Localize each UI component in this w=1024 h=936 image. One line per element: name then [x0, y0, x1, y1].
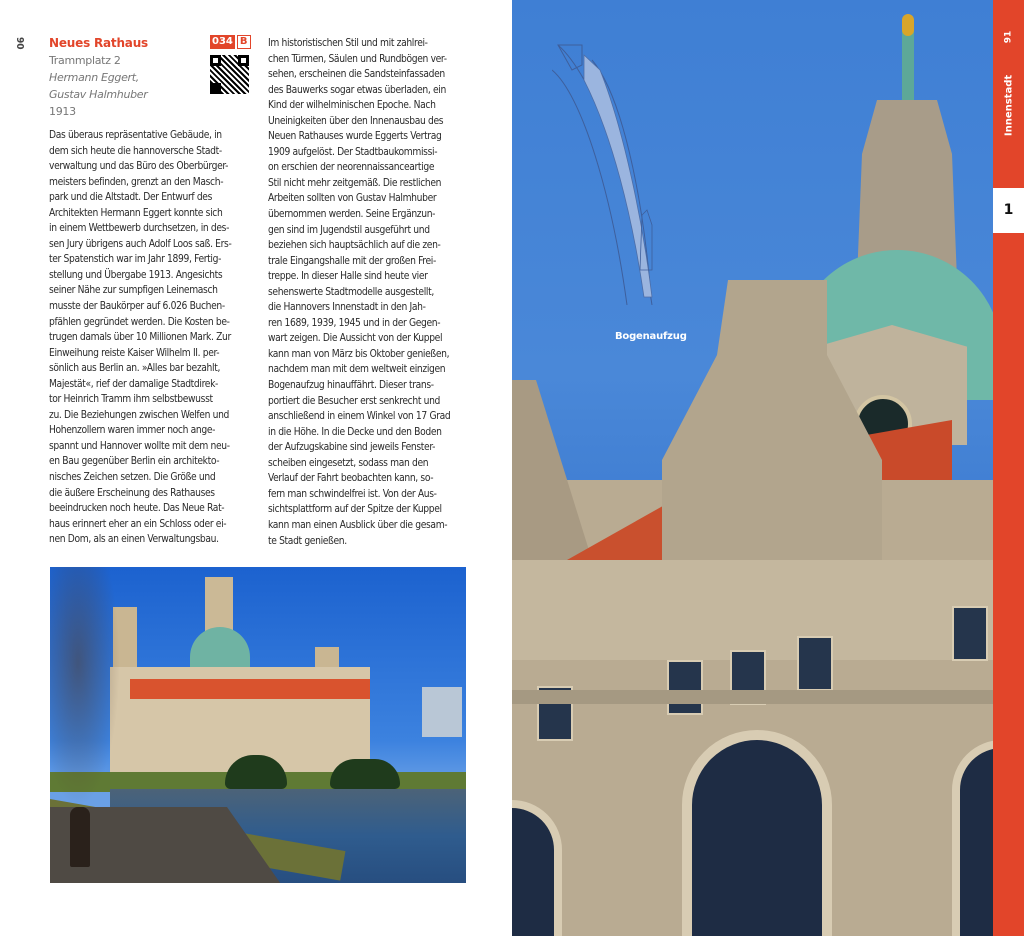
text-line: Arbeiten sollten von Gustav Halmhuber — [268, 193, 437, 205]
rathaus-lake-photo — [50, 567, 466, 883]
bogenaufzug-diagram-icon — [552, 35, 662, 305]
text-line: park und die Altstadt. Der Entwurf des — [49, 192, 213, 204]
map-reference-badge — [210, 35, 251, 49]
text-line: treppe. In dieser Halle sind heute vier — [268, 271, 428, 283]
text-line: verwaltung und das Büro des Oberbürger- — [49, 161, 229, 173]
text-line: die Hannovers Innenstadt in den Jah- — [268, 302, 426, 314]
page-number-left: 90 — [14, 37, 25, 50]
text-line: sönlich aus Berlin an. »Alles bar bezahlt, — [49, 363, 220, 375]
text-line: seiner Nähe zur sumpfigen Leinemasch — [49, 285, 218, 297]
text-line: Neuen Rathauses wurde Eggerts Vertrag — [268, 131, 442, 143]
text-line: on erschien der neorennaissanceartige — [268, 162, 435, 174]
photo-facade-upper — [512, 560, 993, 660]
text-line: kann man von März bis Oktober genießen, — [268, 348, 450, 360]
photo-cornice — [512, 690, 993, 704]
text-line: in die Höhe. In die Decke und den Boden — [268, 426, 442, 438]
text-line: stellung und Übergabe 1913. Angesichts — [49, 269, 223, 281]
text-line: Das überaus repräsentative Gebäude, in — [49, 130, 222, 141]
text-line: Im historistischen Stil und mit zahlrei- — [268, 38, 428, 49]
text-line: spannt und Hannover wollte mit dem neu- — [49, 440, 230, 452]
chapter-number: 1 — [993, 188, 1024, 233]
entry-title: Neues Rathaus — [49, 36, 148, 50]
text-line: übernommen werden. Seine Ergänzun- — [268, 209, 436, 221]
text-line: Stil nicht mehr zeitgemäß. Die restlichen — [268, 177, 442, 189]
text-line: Uneinigkeiten über den Innenausbau des — [268, 115, 444, 127]
text-line: beeindrucken noch heute. Das Neue Rat- — [49, 503, 225, 515]
text-line: sehen, erscheinen die Sandsteinfassaden — [268, 69, 445, 81]
photo-roof — [130, 679, 370, 699]
photo-walking-man — [70, 807, 90, 867]
text-line: meisters befinden, grenzt an den Masch- — [49, 176, 224, 188]
right-page — [512, 0, 1024, 936]
text-line: des Bauwerks sogar etwas überladen, ein — [268, 84, 446, 96]
text-line: Bogenaufzug hinauffährt. Dieser trans- — [268, 380, 434, 392]
text-line: Verlauf der Fahrt beobachten kann, so- — [268, 473, 434, 485]
text-line: Majestät«, rief der damalige Stadtdirek- — [49, 378, 218, 390]
text-line: Kind der wilhelminischen Epoche. Nach — [268, 100, 436, 112]
text-line: sen Jury übrigens auch Adolf Loos saß. Ers- — [49, 238, 232, 250]
text-line: Architekten Hermann Eggert konnte sich — [49, 207, 223, 219]
photo-tree — [50, 567, 120, 807]
text-line: tor Heinrich Tramm ihm selbstbewusst — [49, 394, 213, 406]
photo-gable-left — [512, 380, 592, 560]
text-line: Hohenzollern waren immer noch ange- — [49, 425, 216, 437]
text-line: in einem Wettbewerb durchsetzen, in des- — [49, 223, 230, 235]
text-line: der Aufzugskabine sind jeweils Fenster- — [268, 442, 436, 454]
text-line: musste der Baukörper auf 6.026 Buchen- — [49, 301, 225, 313]
photo-arched-window — [682, 730, 832, 936]
text-line: pfählen gegründet werden. Die Kosten be- — [49, 316, 230, 328]
badge-number: 034 — [212, 36, 233, 47]
photo-window — [952, 606, 988, 661]
entry-architects-2: Gustav Halmhuber — [49, 88, 148, 101]
text-line: nachdem man mit dem weltweit einzigen — [268, 364, 446, 376]
body-column-1 — [49, 128, 247, 548]
text-line: dem sich heute die hannoversche Stadt- — [49, 145, 222, 157]
text-line: chen Türmen, Säulen und Rundbögen ver- — [268, 53, 447, 65]
entry-address: Trammplatz 2 — [49, 54, 121, 67]
text-line: trugen damals über 10 Millionen Mark. Zur — [49, 332, 231, 344]
entry-year: 1913 — [49, 105, 76, 118]
photo-arched-window — [952, 740, 993, 936]
section-tab-label: Innenstadt — [1003, 74, 1015, 137]
text-line: gen sind im Jugendstil ausgeführt und — [268, 224, 430, 236]
text-line: Einweihung reiste Kaiser Wilhelm II. per- — [49, 347, 220, 359]
photo-bush — [330, 759, 400, 789]
text-line: ter Spatenstich war im Jahr 1899, Fertig- — [49, 254, 222, 266]
page-number-right: 91 — [1003, 30, 1014, 44]
text-line: anschließend in einem Winkel von 17 Grad — [268, 411, 451, 423]
section-tab-strip — [993, 0, 1024, 936]
text-line: portiert die Besucher erst senkrecht und — [268, 395, 441, 407]
qr-code-icon — [210, 55, 249, 94]
rathaus-facade-photo — [512, 0, 993, 936]
diagram-label: Bogenaufzug — [615, 331, 687, 342]
text-line: 1909 aufgelöst. Der Stadtbaukommissi- — [268, 146, 438, 158]
text-line: trale Eingangshalle mit der großen Frei- — [268, 255, 436, 267]
text-line: sehenswerte Stadtmodelle ausgestellt, — [268, 286, 434, 298]
text-line: scheiben eingesetzt, sodass man den — [268, 457, 429, 469]
text-line: beziehen sich hauptsächlich auf die zen- — [268, 240, 441, 252]
text-line: en Bau gegenüber Berlin ein architekto- — [49, 456, 220, 468]
photo-golden-finial — [902, 14, 914, 36]
text-line: ren 1689, 1939, 1945 und in der Gegen- — [268, 317, 441, 329]
text-line: nen Dom, als an einen Verwaltungsbau. — [49, 534, 219, 546]
text-line: te Stadt genießen. — [268, 535, 347, 547]
body-column-2 — [268, 36, 466, 549]
photo-window — [797, 636, 833, 691]
entry-architects-1: Hermann Eggert, — [49, 71, 139, 84]
photo-office-tower — [422, 687, 462, 737]
photo-window — [667, 660, 703, 715]
text-line: fern man schwindelfrei ist. Von der Aus- — [268, 488, 437, 500]
text-line: wart zeigen. Die Aussicht von der Kuppel — [268, 333, 443, 345]
text-line: nisches Zeichen setzen. Die Größe und — [49, 472, 216, 484]
text-line: haus erinnert eher an ein Schloss oder ei- — [49, 518, 227, 530]
text-line: kann man einen Ausblick über die gesam- — [268, 519, 448, 531]
text-line: sichtsplattform auf der Spitze der Kuppel — [268, 504, 442, 516]
text-line: zu. Die Beziehungen zwischen Welfen und — [49, 409, 230, 421]
badge-letter: B — [237, 35, 251, 49]
text-line: die äußere Erscheinung des Rathauses — [49, 487, 215, 499]
